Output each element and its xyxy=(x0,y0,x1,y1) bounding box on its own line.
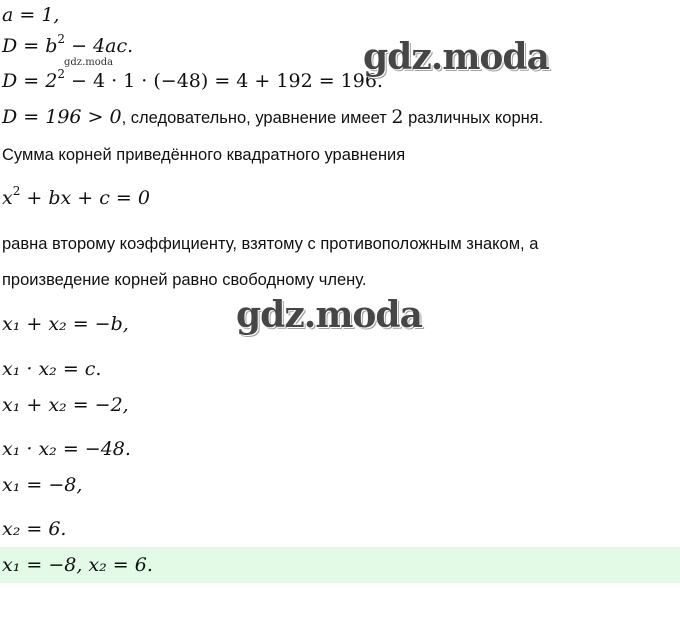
equation-root-1: x₁ = −8, xyxy=(2,474,83,496)
equation-vieta-sum: x₁ + x₂ = −b, xyxy=(2,313,129,335)
equation-root-2: x₂ = 6. xyxy=(2,518,67,540)
watermark-logo-top: gdz.moda xyxy=(363,36,549,78)
equation-discriminant-formula: $D = b^2 - 4ac$. xyxy=(2,32,134,57)
vieta-statement-3: произведение корней равно свободному члену. xyxy=(2,271,367,289)
equation-product-value: x₁ · x₂ = −48. xyxy=(2,438,131,460)
equation-a: a = 1, xyxy=(2,4,60,26)
vieta-statement-2: равна второму коэффициенту, взятому с противоположным знаком, а xyxy=(2,235,539,253)
equation-discriminant-value: $D = 2^2 - 4 \cdot 1 \cdot (-48) = 4 + 192 = 196$. xyxy=(2,67,383,92)
vieta-statement-1: Сумма корней приведённого квадратного уравнения xyxy=(2,146,406,164)
discriminant-conclusion: D = 196 > 0, следовательно, уравнение имеет 2 различных корня. xyxy=(2,106,544,128)
equation-sum-value: x₁ + x₂ = −2, xyxy=(2,394,129,416)
answer-text: x₁ = −8, x₂ = 6. xyxy=(2,554,153,576)
equation-vieta-product: x₁ · x₂ = c. xyxy=(2,358,102,380)
watermark-logo-middle: gdz.moda xyxy=(236,294,422,336)
equation-reduced-quadratic: $x^2$ + bx + c = 0 xyxy=(2,184,150,209)
watermark-small: gdz.moda xyxy=(64,57,114,68)
